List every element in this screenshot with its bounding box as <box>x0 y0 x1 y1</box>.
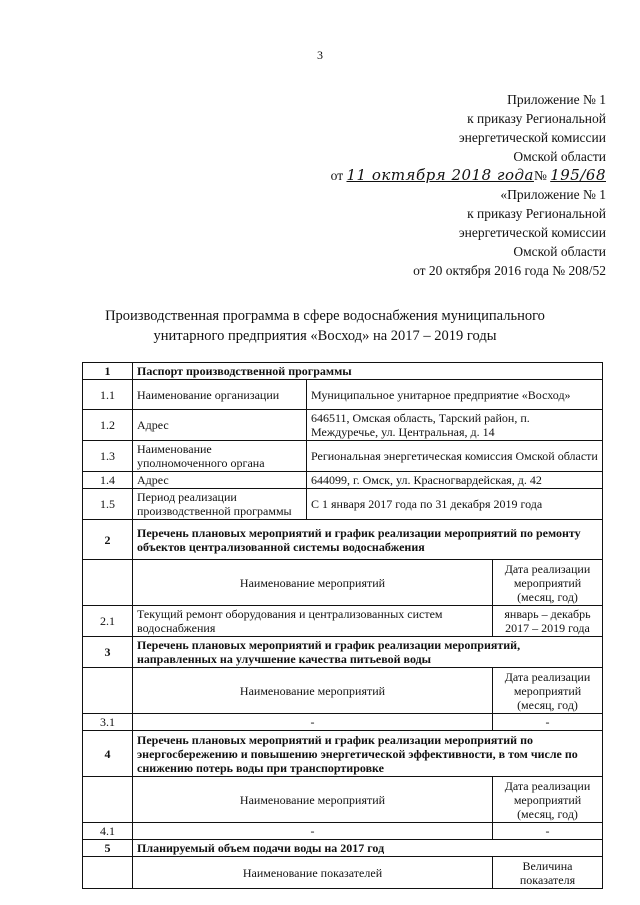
row-value: 644099, г. Омск, ул. Красногвардейская, д. 42 <box>307 472 603 489</box>
empty-cell <box>83 668 133 714</box>
header-row <box>83 560 603 606</box>
appendix-date-line <box>331 166 606 185</box>
column-header: Величина показателя <box>493 857 603 889</box>
row-value: С 1 января 2017 года по 31 декабря 2019 года <box>307 489 603 520</box>
program-table <box>82 362 603 889</box>
empty-cell <box>83 857 133 889</box>
table-row <box>83 472 603 489</box>
table-row <box>83 441 603 472</box>
row-value: Региональная энергетическая комиссия Омской области <box>307 441 603 472</box>
row-date: январь – декабрь 2017 – 2019 года <box>493 606 603 637</box>
section-number: 1 <box>83 363 133 380</box>
row-date: - <box>493 823 603 840</box>
row-number: 2.1 <box>83 606 133 637</box>
header-row <box>83 668 603 714</box>
number-prefix: № <box>533 168 547 183</box>
section-title: Паспорт производственной программы <box>133 363 603 380</box>
table-row <box>83 410 603 441</box>
appendix-line: энергетической комиссии <box>458 225 606 240</box>
column-header: Наименование мероприятий <box>133 668 493 714</box>
column-header: Дата реализации мероприятий (месяц, год) <box>493 777 603 823</box>
row-label: Адрес <box>133 472 307 489</box>
table-row <box>83 823 603 840</box>
row-number: 1.5 <box>83 489 133 520</box>
header-row <box>83 857 603 889</box>
appendix-line: к приказу Региональной <box>467 206 606 221</box>
column-header: Наименование мероприятий <box>133 560 493 606</box>
row-number: 4.1 <box>83 823 133 840</box>
title-line: унитарного предприятия «Восход» на 2017 – 2019 годы <box>153 328 497 344</box>
row-number: 1.2 <box>83 410 133 441</box>
date-prefix: от <box>330 168 344 183</box>
column-header: Наименование мероприятий <box>133 777 493 823</box>
column-header: Дата реализации мероприятий (месяц, год) <box>493 560 603 606</box>
table-row <box>83 380 603 410</box>
section-row <box>83 637 603 668</box>
row-number: 1.4 <box>83 472 133 489</box>
handwritten-date: 11 октября 2018 года <box>346 166 534 184</box>
appendix-line: Омской области <box>513 149 606 164</box>
row-date: - <box>493 714 603 731</box>
appendix-line: Омской области <box>513 244 606 259</box>
row-label: Адрес <box>133 410 307 441</box>
row-number: 1.1 <box>83 380 133 410</box>
table-row <box>83 606 603 637</box>
section-title: Перечень плановых мероприятий и график реализации мероприятий по энергосбережению и повышению энергетической эффективности, в том числе по снижению потерь воды при транспортировке <box>133 731 603 777</box>
row-name: - <box>133 823 493 840</box>
section-number: 2 <box>83 520 133 560</box>
row-value: 646511, Омская область, Тарский район, п. Междуречье, ул. Центральная, д. 14 <box>307 410 603 441</box>
row-name: - <box>133 714 493 731</box>
appendix-line: Приложение № 1 <box>507 92 606 107</box>
section-number: 4 <box>83 731 133 777</box>
appendix-line: энергетической комиссии <box>458 130 606 145</box>
row-name: Текущий ремонт оборудования и централизованных систем водоснабжения <box>133 606 493 637</box>
row-label: Наименование организации <box>133 380 307 410</box>
page-number: 3 <box>317 48 323 62</box>
appendix-line: к приказу Региональной <box>467 111 606 126</box>
row-label: Период реализации производственной программы <box>133 489 307 520</box>
header-row <box>83 777 603 823</box>
title-line: Производственная программа в сфере водоснабжения муниципального <box>105 308 545 324</box>
section-row <box>83 731 603 777</box>
appendix-original-header <box>413 185 606 280</box>
handwritten-number: 195/68 <box>550 166 606 184</box>
empty-cell <box>83 560 133 606</box>
section-row <box>83 520 603 560</box>
appendix-line: «Приложение № 1 <box>500 187 606 202</box>
column-header: Дата реализации мероприятий (месяц, год) <box>493 668 603 714</box>
column-header: Наименование показателей <box>133 857 493 889</box>
section-title: Перечень плановых мероприятий и график реализации мероприятий по ремонту объектов централизованной системы водоснабжения <box>133 520 603 560</box>
row-number: 3.1 <box>83 714 133 731</box>
section-title: Планируемый объем подачи воды на 2017 год <box>133 840 603 857</box>
section-title: Перечень плановых мероприятий и график реализации мероприятий, направленных на улучшение качества питьевой воды <box>133 637 603 668</box>
document-title <box>60 306 590 346</box>
table-row <box>83 489 603 520</box>
row-value: Муниципальное унитарное предприятие «Восход» <box>307 380 603 410</box>
row-number: 1.3 <box>83 441 133 472</box>
appendix-line: от 20 октября 2016 года № 208/52 <box>413 263 606 278</box>
section-row <box>83 363 603 380</box>
section-number: 5 <box>83 840 133 857</box>
empty-cell <box>83 777 133 823</box>
table-row <box>83 714 603 731</box>
section-row <box>83 840 603 857</box>
row-label: Наименование уполномоченного органа <box>133 441 307 472</box>
appendix-current-header <box>331 90 606 185</box>
section-number: 3 <box>83 637 133 668</box>
